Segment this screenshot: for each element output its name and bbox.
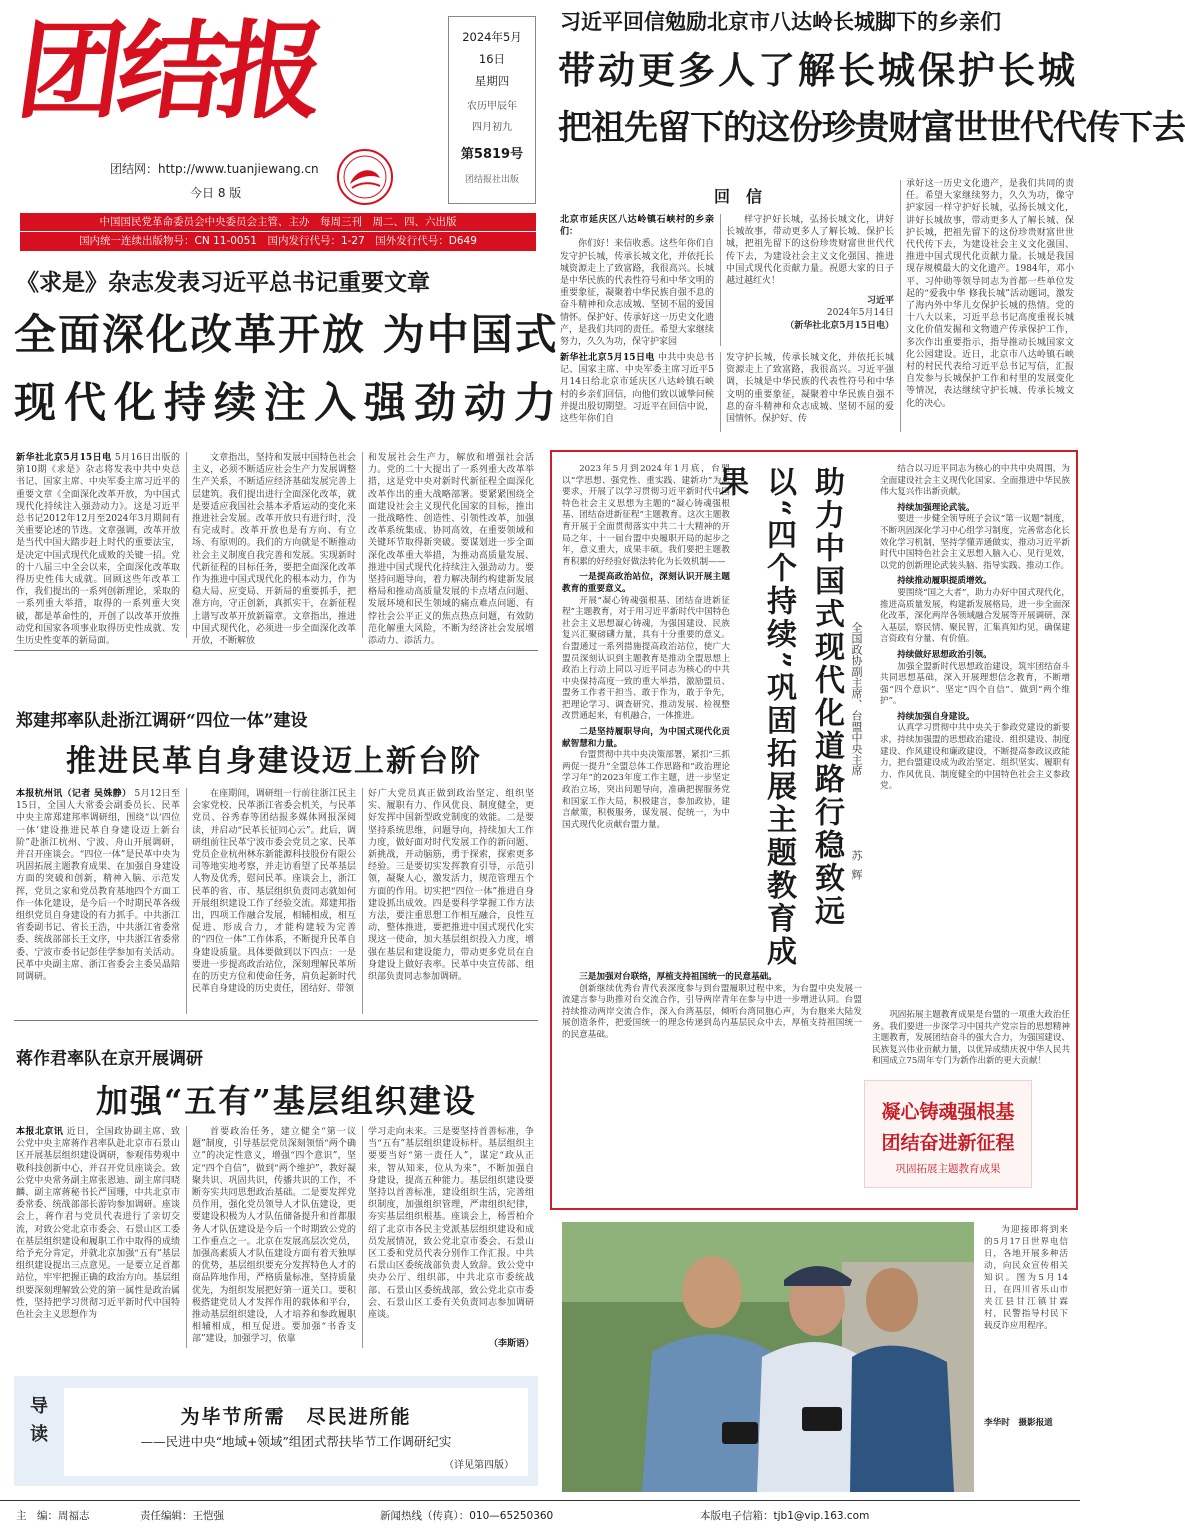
publisher: 团结报社出版	[464, 175, 519, 185]
lead-news-body-2: 发守护长城，传承长城文化，并依托长城资源走上了致富路，我很高兴。习近平强调，长城是中华民族的代表性符号和中华文明的重要象征，凝聚着中华民族自强不息的奋斗精神和众志成城、坚韧不屈的爱国情怀。保护好、传	[726, 353, 894, 425]
zheng-body-1: 5月12日至15日，全国人大常委会副委员长、民革中央主席郑建邦率调研组，围绕“以‘四位一体’建设推进民革自身建设迈上新台阶”赴浙江杭州、宁波、舟山开展调研，并召开座谈会。“四位一体”是民革中央为巩固拓展主题教育成果、在加强自身建设方面的突破和创新，精神入脑、示范发挥，党员之家和党员教育基地四个方面工作一体化建设，是今后一个时期民革各级组织党员自身建设的有力抓手。中共浙江省委副书记、省长王浩，中共浙江省委常委、统战部部长王文序，中共浙江省委常委、宁波市委书记彭佳学参加有关活动。民革中央副主席、浙江省委会主委吴晶陪同调研。	[16, 789, 180, 983]
jiang-body-3: 学习走向未来。三是要坚持首善标准，争当“五有”基层组织建设标杆。基层组织主要要当好“第一责任人”，谋定“政从正来，智从知来，位从为来”，不断加强自身建设，提高五种能力。基层组织建设要坚持以首善标准，建设组织生活，完善组织制度，加强组织管理，严肃组织纪律，夯实基层组织根基。座谈会上，杨晋柏介绍了北京市各民主党派基层组织建设和成员发展情况，致公党北京市委会、石景山区工委和党员代表分别作工作汇报。中共石景山区委统战部负责人致辞。致公党中央办公厅、组织部，中共北京市委统战部、石景山区委统战部，致公党北京市委会、石景山区工委有关负责同志参加调研座谈。	[368, 1127, 534, 1321]
lead-news-body-3: 承好这一历史文化遗产，是我们共同的责任。希望大家继续努力，久久为功，像守护家园一样守护好长城，弘扬长城文化，讲好长城故事，带动更多人了解长城、保护长城，把祖先留下的这份珍贵财富世世代代传下去，为建设社会主义文化强国、推进中国式现代化贡献力量。长城是我国现存规模最大的文化遗产。1984年，邓小平、习仲勋等领导同志为首都一些单位发起的“爱我中华 修我长城”活动题词，激发了海内外中华儿女保护长城的热情。党的十八大以来，习近平总书记高度重视长城文化价值发掘和文物遗产传承保护工作，多次作出重要指示，指导推动长城国家文化公园建设。近日，北京市八达岭镇石峡村的村民代表给习近平总书记写信，汇报自发参与长城保护工作和村里的发展变化等情况，表达继续守护长城、传承长城文化的决心。	[906, 179, 1074, 409]
jiang-body-2: 首要政治任务，建立健全“第一议题”制度，引导基层党员深刻领悟“两个确立”的决定性意义，增强“四个意识”，坚定“四个自信”，做到“两个维护”，教好凝聚共识、巩固共识，传播共识的工作，不断夯实共同思想政治基础。二是要发挥党员作用，强化党员领导人才队伍建设，更要建设积极为人才队伍储备提升和首都服务人才队伍建设是今后一个时期致公党的工作重点之一。北京在发展高层次党员，加强高素质人才队伍建设方面有着天独厚的优势，基层组织要充分发挥特色人才的商品阵地作用，严格质量标准，坚持质量优先，为组织发展把好第一道关口。要积极搭建党员人才发挥作用的载体和平台，推动基层组织建设，人才培养和参政履职相辅相成，相互促进。要加强“书香支部”建设，加强学习，依靠	[192, 1127, 356, 1345]
masthead-bar-line1: 中国国民党革命委员会中央委员会主管、主办 每周三刊 周二、四、六出版	[20, 213, 536, 232]
zheng-kicker: 郑建邦率队赴浙江调研“四位一体”建设	[16, 711, 308, 731]
suhui-sub-5: 持续推动履职提质增效。	[897, 576, 992, 587]
slogan-line-1: 凝心铸魂强根基	[881, 1101, 1015, 1123]
suhui-sub-3: 三是加强对台联络，厚植支持祖国统一的民意基础。	[579, 972, 777, 982]
suhui-sub-1: 一是提高政治站位，深刻认识开展主题教育的重要意义。	[562, 572, 730, 594]
qiushi-dateline: 新华社北京5月15日电	[16, 453, 112, 463]
suhui-headline: 助力中国式现代化道路行稳致远 以“四个持续”巩固拓展主题教育成果	[713, 466, 844, 969]
footer-email[interactable]: 本版电子信箱：tjb1@vip.163.com	[700, 1510, 870, 1522]
jiang-kicker: 蒋作君率队在京开展调研	[16, 1049, 203, 1069]
photo-byline: 李华时 摄影报道	[984, 1418, 1053, 1428]
date-weekday: 星期四	[474, 74, 510, 88]
suhui-author-title: 全国政协副主席、台盟中央主席	[850, 622, 863, 776]
date-year-month: 2024年5月	[462, 30, 522, 44]
letter-source: （新华社北京5月15日电）	[785, 320, 894, 331]
jiang-byline: （李斯语）	[488, 1339, 534, 1349]
date-lunar-year: 农历甲辰年	[467, 101, 517, 112]
photo-caption	[984, 1224, 1068, 1408]
lead-story	[558, 0, 1185, 440]
footer-hotline: 新闻热线（传真）：010—65250360	[380, 1510, 554, 1522]
qiushi-kicker: 《求是》杂志发表习近平总书记重要文章	[16, 269, 430, 296]
letter-title: 回 信	[713, 187, 762, 206]
jiang-headline: 加强“五有”基层组织建设	[96, 1082, 477, 1120]
footer	[0, 1506, 1080, 1526]
jiang-story	[0, 1022, 540, 1352]
jiang-dateline: 本报北京讯	[16, 1127, 64, 1137]
slogan-line-2: 团结奋进新征程	[881, 1132, 1015, 1154]
guide-label: 导读	[27, 1396, 48, 1452]
jiang-col-3	[368, 1126, 534, 1336]
guide-subtitle: ——民进中央“地域+领域”组团式帮扶毕节工作调研纪实	[140, 1434, 452, 1449]
suhui-body-h: 创新继续优秀台青代表深度参与到台盟履职过程中来，为台盟中央发展一流建言参与助推对台交流合作，引导两岸青年在参与中进一步增进认同。台盟持续推动两岸交流合作，深入台湾基层，倾听台湾同胞心声，为台胞来大陆发展创造条件，把爱国统一的理念传递到岛内基层民众中去，厚植支持祖国统一的民意基础。	[562, 983, 862, 1040]
qiushi-col-1	[16, 452, 180, 647]
masthead-date-box	[448, 16, 536, 204]
suhui-col-c	[562, 972, 862, 1200]
date-lunar-day: 四月初九	[472, 122, 512, 133]
suhui-sub-2: 二是坚持履职导向，为中国式现代化贡献智慧和力量。	[562, 727, 730, 749]
suhui-body-c: 结合以习近平同志为核心的中共中央周围，为全面建设社会主义现代化国家、全面推进中华民族伟大复兴作出新贡献。	[880, 464, 1070, 498]
masthead	[0, 0, 555, 247]
zheng-headline: 推进民革自身建设迈上新台阶	[66, 744, 482, 779]
qiushi-body-3: 和发展社会生产力，解放和增强社会活力。党的二十大提出了一系列重大改革举措，这是党中央对新时代新征程全面深化改革作出的重大战略部署。要紧紧围绕全面建设社会主义现代化国家的目标，推出一批战略性、创造性、引领性改革，加强改革系统集成、协同高效，在重要领域和关键环节取得新突破。要谋划进一步全面深化改革重大举措，为推动高质量发展、推进中国式现代化持续注入强劲动力。要坚持问题导向，着力解决制约构建新发展格局和推动高质量发展的卡点堵点问题、发展环境和民生领域的痛点难点问题、有悖社会公平正义的焦点热点问题，有效防范化解重大风险，不断为经济社会发展增添动力、添活力。	[368, 453, 534, 647]
suhui-col-a	[562, 464, 730, 964]
suhui-sub-4: 持续加强理论武装。	[897, 502, 975, 513]
suhui-body-g: 认真学习贯彻中共中央关于参政党建设的新要求，持续加强盟的思想政治建设、组织建设、制度建设、作风建设和廉政建设，不断提高参政议政能力，把台盟建设成为政治坚定、组织坚实、履职有力、作风优良、制度健全的中国特色社会主义参政党。	[880, 723, 1070, 792]
qiushi-col-3	[368, 452, 534, 647]
guide-title: 为毕节所需 尽民进所能	[180, 1406, 412, 1428]
masthead-pages: 今日 8 版	[190, 186, 242, 200]
jiang-body-1: 近日，全国政协副主席、致公党中央主席蒋作君率队赴北京市石景山区开展基层组织建设调研，参观伟势观中敬科技创新中心，并召开党员座谈会。致公党中央常务副主席张恩迪、副主席闫晓麟、副主席蒋秘书长严国珊，中共北京市委常委、统战部部长游钧参加调研。座谈会上，蒋作君与党员代表进行了亲切交流，对致公党北京市委会、石景山区工委在基层组织建设和履职工作中取得的成绩给予充分肯定，并就北京加强“五有”基层组织建设提出三点意见。一是要立足首都站位，牢牢把握正确的政治方向。基层组织要深刻理解致公党的第一属性是政治属性，坚持把学习贯彻习近平新时代中国特色社会主义思想作为	[16, 1127, 180, 1321]
guide-inner	[64, 1388, 528, 1476]
suhui-sub-7: 持续加强自身建设。	[897, 711, 975, 722]
lead-news-body-1: 中共中央总书记、国家主席、中央军委主席习近平5月14日给北京市延庆区八达岭镇石峡村的乡亲们回信，向他们致以诚挚问候并提出殷切期望。习近平在回信中说，这些年你们自	[560, 353, 714, 425]
qiushi-headline-1: 全面深化改革开放 为中国式	[14, 310, 559, 359]
masthead-bar-line2: 国内统一连续出版物号：CN 11-0051 国内发行代号：1-27 国外发行代号：D649	[79, 235, 477, 247]
guide-note: （详见第四版）	[444, 1460, 514, 1471]
lead-kicker: 习近平回信勉励北京市八达岭长城脚下的乡亲们	[560, 9, 1001, 34]
lead-news-col-2	[726, 352, 894, 432]
lead-news-col-3	[906, 178, 1074, 432]
suhui-col-b	[880, 464, 1070, 1004]
masthead-info-bar	[20, 213, 536, 251]
letter-col-2	[726, 214, 894, 346]
qiushi-col-2	[192, 452, 356, 647]
zheng-dateline: 本报杭州讯（记者 吴姝静）	[16, 789, 132, 799]
masthead-logo: 团结报	[10, 8, 328, 133]
slogan-caption: 巩固拓展主题教育成果	[895, 1163, 1001, 1175]
jiang-col-2	[192, 1126, 356, 1348]
lead-headline-2: 把祖先留下的这份珍贵财富世世代代传下去	[558, 108, 1185, 148]
issue-number: 第5819号	[460, 147, 524, 162]
zheng-col-2	[192, 788, 356, 1014]
zheng-body-3: 好广大党员真正做到政治坚定、组织坚实、履职有力、作风优良、制度健全，更好发挥中国新型政党制度的效能。二是要坚持系统思维，问题导向，持续加大工作力度，做好面对时代发展工作的新问题、新挑战，开动脑筋，勇于探索，探索更多经验。三是要切实发挥教育引导，示范引领，凝聚人心，激发活力，规范管理五个方面的作用。切实把“四位一体”推进自身建设抓出成效。四是要科学掌握工作方法方法，要注重思想工作相互融合，良性互动，整体推进，要把推进中国式现代化实现这一使命，加大基层组织投入力度，增强在基层和建设能力，带动更多党员在自身建设上做好表率。民革中央宣传部、组织部负责同志参加调研。	[368, 789, 534, 983]
footer-duty-editor: 责任编辑：王恺强	[140, 1510, 224, 1522]
zheng-body-2: 在座期间，调研组一行前往浙江民主会家党校、民革浙江省委会机关，与民革党员、谷秀春等团结报多媒体网报深阅读，并启动“民革长征同心云”。此后，调研组前往民革宁波市委会党员之家、民革党员企业杭州林东新能源科技股份有限公司等地实地考察，并走访看望了民革基层人物及优秀，慰问民革。座谈会上，浙江民革的省、市、基层组织负责同志就如何开展组织建设工作了经验交流。郑建邦指出，四项工作融合发展，相辅相成，相互促进、形成合力，才能构建较为完善的“四位一体”工作体系，不断提升民革自身建设质量。具体要做到以下四点：一是要进一步提高政治站位，深刻理解民革所在的历史方位和使命任务，肩负起新时代民革自身建设的历史责任，团结好、带领	[192, 789, 356, 995]
suhui-article	[550, 450, 1078, 1210]
jiang-col-1	[16, 1126, 180, 1348]
letter-col-1	[560, 214, 714, 346]
letter-body-2: 样守护好长城，弘扬长城文化，讲好长城故事，带动更多人了解长城、保护长城，把祖先留下的这份珍贵财富世世代代传下去，为建设社会主义文化强国、推进中国式现代化贡献力量。祝愿大家的日子越过越红火！	[726, 215, 894, 287]
suhui-slogan-box	[864, 1080, 1032, 1188]
footer-editor: 主 编：周福志	[16, 1510, 90, 1522]
qiushi-headline-2: 现代化持续注入强劲动力	[14, 378, 565, 427]
suhui-author: 苏辉	[850, 850, 863, 888]
date-day: 16日	[478, 52, 506, 66]
letter-sign: 习近平	[866, 296, 894, 307]
guide-box[interactable]	[14, 1376, 538, 1486]
lead-news-dateline: 新华社北京5月15日电	[560, 353, 655, 363]
suhui-body-d: 要进一步健全领导班子会议“第一议题”制度，不断巩固深化学习中心组学习制度，完善常态化长效化学习机制，坚持学懂弄通做实，推动习近平新时代中国特色社会主义思想入脑入心、见行见效，以党的创新理论武装头脑、指导实践、推动工作。	[880, 514, 1070, 571]
lead-news-col-1	[560, 352, 714, 432]
letter-date: 2024年5月14日	[826, 308, 894, 319]
news-photo	[562, 1222, 974, 1492]
qiushi-story	[0, 256, 565, 648]
suhui-sub-6: 持续做好思想政治引领。	[897, 649, 992, 660]
suhui-col-d	[872, 1010, 1070, 1080]
letter-body-1: 你们好！来信收悉。这些年你们自发守护长城，传承长城文化，并依托长城资源走上了致富路，我很高兴。长城是中华民族的代表性符号和中华文明的重要象征，凝聚着中华民族自强不息的奋斗精神和众志成城、坚韧不屈的爱国情怀。保护好、传承好这一历史文化遗产，是我们共同的责任。希望大家继续努力，久久为功，保守护家园	[560, 239, 714, 348]
zheng-story	[0, 652, 540, 1014]
suhui-body-b: 台盟贯彻中共中央决策部署，紧扣“三抓两促一提升”全盟总体工作思路和“政治理论学习年”的2023年度工作主题，进一步坚定政治立场，突出问题导向，准确把握服务党和国家工作大局，积极建言，参加政协，建言献策，积极服务，谋发展、促统一，为中国式现代化贡献台盟力量。	[562, 750, 730, 830]
zheng-col-1	[16, 788, 180, 1014]
letter-salutation: 北京市延庆区八达岭镇石峡村的乡亲们：	[560, 215, 714, 238]
masthead-website[interactable]: 团结网：http://www.tuanjiewang.cn	[110, 162, 319, 176]
suhui-body-e: 要围绕“国之大者”，助力办好中国式现代化，推进高质量发展，构建新发展格局，进一步全面深化改革，深化两岸各领域融合发展等开展调研，深入基层，察民情、聚民智，汇集真知灼见，确保建言资政有分量、有价值。	[880, 587, 1070, 645]
suhui-intro: 2023年5月到2024年1月底，台盟以“学思想、强党性、重实践、建新功”为总要求，开展了以学习贯彻习近平新时代中国特色社会主义思想为主题的“凝心铸魂强根基、团结奋进新征程”主题教育。这次主题教育开展于全面贯彻落实中共二十大精神的开局之年、十一届台盟中央履职开局的起步之年，意义重大，成果丰硕。我们要把主题教育积累的好经验好做法转化为长效机制——	[562, 464, 730, 567]
suhui-body-i: 巩固拓展主题教育成果是台盟的一项重大政治任务。我们要进一步深学习中国共产党宗旨的思想精神主题教育，发展团结奋斗的强大合力，为强国建设、民族复兴伟业贡献力量，以优异成绩庆祝中华人民共和国成立75周年专门为新作出新的更大贡献！	[872, 1010, 1070, 1067]
suhui-body-a: 开展“凝心铸魂强根基、团结奋进新征程”主题教育，对于用习近平新时代中国特色社会主义思想凝心铸魂，为强国建设、民族复兴汇聚磅礴力量，具有十分重要的意义。台盟通过一系列措施提高政治站位，使广大盟员深刻认识到主题教育是推动全盟思想上政治上行动上同以习近平同志为核心的中共中央保持高度一致的重大举措，激励盟员、盟务工作者干担当、敢于作为，敢于争先，把理论学习、调查研究、推动发展、检视整改贯通起来，有机融合，一体推进。	[562, 595, 730, 722]
qiushi-body-2: 文章指出，坚持和发展中国特色社会主义，必须不断适应社会生产力发展调整生产关系，不断适应经济基础发展完善上层建筑。我们提出进行全面深化改革，就是要适应我国社会基本矛盾运动的变化来推进社会发展。改革开放只有进行时，没有完成时。改革开放也是有方向、有立场、有原则的。我们的方向就是不断推动社会主义制度自我完善和发展。实现新时代新征程的目标任务，要把全面深化改革作为推进中国式现代化的根本动力，作为稳大局、应变局、开新局的重要抓手，把准方向，守正创新，真抓实干，在新征程上谱写改革开放新篇章。文章指出，推进中国式现代化，必须进一步全面深化改革开放，不断解放	[192, 453, 356, 647]
masthead-emblem	[336, 148, 394, 206]
suhui-body-f: 加强全盟新时代思想政治建设，筑牢团结奋斗共同思想基础，深入开展理想信念教育，不断增强“四个意识”、坚定“四个自信”、做到“两个维护”。	[880, 661, 1070, 707]
qiushi-body-1: 5月16日出版的第10期《求是》杂志将发表中共中央总书记、国家主席、中央军委主席习近平的重要文章《全面深化改革开放，为中国式现代化持续注入强劲动力》。这是习近平总书记2012年12月至2024年3月期间有关重要论述的节选。文章强调，改革开放是当代中国大踏步赶上时代的重要法宝，是决定中国式现代化成败的关键一招。党的十八届三中全会以来，全面深化改革取得历史性伟大成就。回顾这些年改革工作，我们提出的一系列创新理论，采取的一系列重大举措，取得的一系列重大突破，都是革命性的，开创了以改革开放推动党和国家各项事业取得历史性成就、发生历史性变革的新局面。	[16, 453, 180, 647]
lead-headline-1: 带动更多人了解长城保护长城	[558, 48, 1078, 92]
photo-caption-text: 为迎接即将到来的5月17日世界电信日，各地开展多种活动，向民众宣传相关知识。图为5月14日，在四川省乐山市夹江县甘江镇甘霖村，民警指导村民下载反诈应用程序。	[984, 1225, 1068, 1331]
zheng-col-3	[368, 788, 534, 1014]
